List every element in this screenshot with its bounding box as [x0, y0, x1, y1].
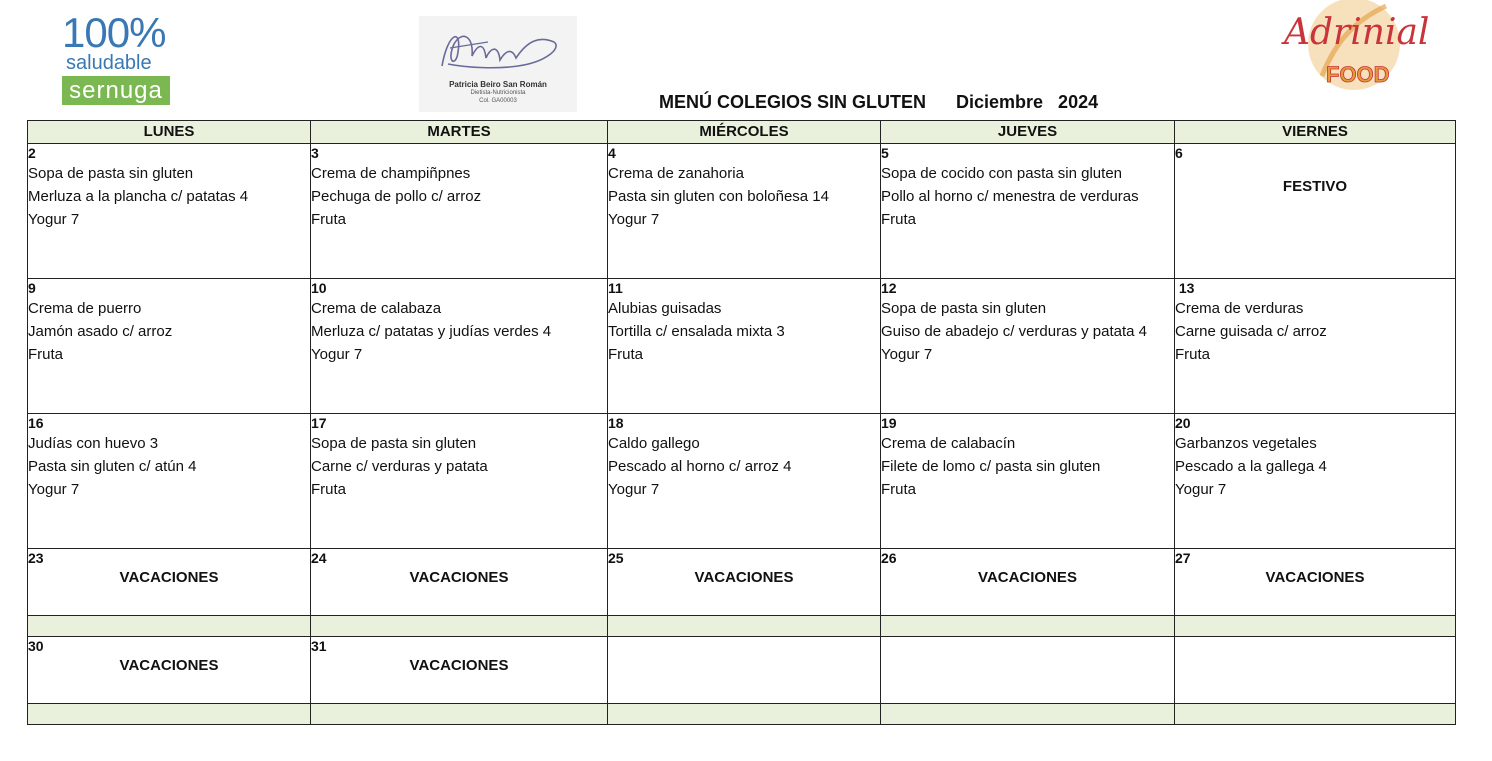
day-cell — [1175, 414, 1456, 549]
day-cell — [881, 144, 1175, 279]
menu-item: Fruta — [1175, 346, 1211, 363]
weekday-header-row — [28, 121, 1456, 144]
logo-brand: sernuga — [62, 76, 170, 105]
menu-item: Yogur 7 — [1175, 481, 1227, 498]
menu-item: Yogur 7 — [28, 481, 80, 498]
menu-item: Crema de calabaza — [311, 300, 442, 317]
menu-item: Judías con huevo 3 — [28, 435, 159, 452]
day-number: 20 — [1175, 415, 1191, 431]
menu-item: Yogur 7 — [28, 211, 80, 228]
spacer-cell — [311, 616, 608, 637]
signature-license: Col. GA00003 — [479, 98, 517, 104]
logo-script-text: Adrinial — [1284, 12, 1430, 53]
menu-item: Pasta sin gluten con boloñesa 14 — [608, 188, 829, 205]
holiday-label: FESTIVO — [1282, 178, 1348, 195]
day-number: 10 — [311, 280, 327, 296]
spacer-row — [28, 704, 1456, 725]
spacer-row — [28, 616, 1456, 637]
week-row — [28, 144, 1456, 279]
logo-food-text: FOOD — [1326, 62, 1390, 87]
menu-item: Fruta — [881, 211, 917, 228]
spacer-cell — [608, 616, 881, 637]
day-number: 17 — [311, 415, 327, 431]
day-number: 31 — [311, 638, 327, 654]
handwritten-signature-icon — [428, 22, 568, 84]
day-number: 6 — [1175, 145, 1183, 161]
spacer-cell — [881, 616, 1175, 637]
vacation-label: VACACIONES — [1265, 569, 1365, 586]
menu-item: Crema de champiñpnes — [311, 165, 471, 182]
vacation-label: VACACIONES — [978, 569, 1077, 586]
menu-item: Alubias guisadas — [608, 300, 722, 317]
day-number: 18 — [608, 415, 624, 431]
day-number: 25 — [608, 550, 624, 566]
spacer-cell — [1175, 704, 1456, 725]
spacer-cell — [881, 704, 1175, 725]
day-number: 26 — [881, 550, 897, 566]
day-number: 12 — [881, 280, 897, 296]
week-row — [28, 637, 1456, 704]
day-cell — [28, 144, 311, 279]
menu-item: Crema de puerro — [28, 300, 142, 317]
day-number: 5 — [881, 145, 889, 161]
menu-item: Pechuga de pollo c/ arroz — [311, 188, 482, 205]
day-cell — [608, 279, 881, 414]
day-cell — [881, 279, 1175, 414]
weekday-header: MARTES — [311, 121, 608, 144]
menu-item: Caldo gallego — [608, 435, 700, 452]
menu-item: Merluza a la plancha c/ patatas 4 — [28, 188, 249, 205]
vacation-label: VACACIONES — [409, 569, 509, 586]
vacation-label: VACACIONES — [119, 657, 219, 674]
vacation-label: VACACIONES — [409, 657, 509, 674]
day-cell — [28, 637, 311, 704]
menu-item: Yogur 7 — [608, 481, 660, 498]
week-row — [28, 279, 1456, 414]
menu-item: Carne c/ verduras y patata — [311, 458, 488, 475]
day-cell — [608, 549, 881, 616]
signature-name: Patricia Beiro San Román — [449, 80, 547, 89]
vacation-label: VACACIONES — [694, 569, 794, 586]
menu-item: Carne guisada c/ arroz — [1175, 323, 1327, 340]
spacer-cell — [1175, 616, 1456, 637]
menu-item: Pollo al horno c/ menestra de verduras — [881, 188, 1139, 205]
day-cell — [881, 549, 1175, 616]
weekday-header: JUEVES — [881, 121, 1175, 144]
menu-item: Sopa de pasta sin gluten — [881, 300, 1047, 317]
day-cell — [28, 414, 311, 549]
signature-role: Dietista-Nutricionista — [470, 90, 526, 96]
day-cell — [1175, 144, 1456, 279]
day-cell — [1175, 549, 1456, 616]
day-cell — [608, 144, 881, 279]
week-row — [28, 549, 1456, 616]
menu-item: Pasta sin gluten c/ atún 4 — [28, 458, 197, 475]
day-cell — [311, 414, 608, 549]
menu-item: Guiso de abadejo c/ verduras y patata 4 — [881, 323, 1148, 340]
menu-item: Sopa de pasta sin gluten — [28, 165, 194, 182]
menu-item: Yogur 7 — [881, 346, 933, 363]
day-cell — [881, 414, 1175, 549]
day-number: 4 — [608, 145, 616, 161]
menu-item: Fruta — [311, 481, 347, 498]
menu-item: Sopa de pasta sin gluten — [311, 435, 477, 452]
day-cell — [28, 279, 311, 414]
sernuga-logo — [62, 9, 174, 112]
logo-percent: 100% — [62, 9, 166, 56]
week-row — [28, 414, 1456, 549]
day-number: 13 — [1175, 280, 1195, 296]
menu-item: Filete de lomo c/ pasta sin gluten — [881, 458, 1101, 475]
day-number: 2 — [28, 145, 36, 161]
adrinial-food-logo — [1266, 0, 1436, 96]
menu-item: Yogur 7 — [311, 346, 363, 363]
logo-tagline: saludable — [66, 52, 152, 74]
weekday-header: VIERNES — [1175, 121, 1456, 144]
spacer-cell — [28, 616, 311, 637]
vacation-label: VACACIONES — [119, 569, 219, 586]
spacer-cell — [28, 704, 311, 725]
menu-item: Fruta — [881, 481, 917, 498]
day-cell — [311, 549, 608, 616]
empty-day-cell — [608, 637, 881, 704]
menu-item: Tortilla c/ ensalada mixta 3 — [608, 323, 785, 340]
menu-item: Sopa de cocido con pasta sin gluten — [881, 165, 1123, 182]
menu-item: Crema de zanahoria — [608, 165, 744, 182]
menu-item: Crema de calabacín — [881, 435, 1016, 452]
day-cell — [311, 144, 608, 279]
day-cell — [28, 549, 311, 616]
page-title: MENÚ COLEGIOS SIN GLUTEN Diciembre 2024 — [659, 92, 1099, 112]
day-cell — [608, 414, 881, 549]
dietitian-signature-stamp — [419, 16, 577, 112]
day-number: 11 — [608, 280, 623, 296]
weekday-header: LUNES — [28, 121, 311, 144]
spacer-cell — [608, 704, 881, 725]
day-number: 27 — [1175, 550, 1191, 566]
menu-item: Pescado al horno c/ arroz 4 — [608, 458, 792, 475]
menu-item: Garbanzos vegetales — [1175, 435, 1317, 452]
menu-item: Crema de verduras — [1175, 300, 1304, 317]
day-number: 23 — [28, 550, 44, 566]
menu-item: Jamón asado c/ arroz — [28, 323, 173, 340]
menu-item: Fruta — [311, 211, 347, 228]
day-number: 16 — [28, 415, 44, 431]
menu-item: Merluza c/ patatas y judías verdes 4 — [311, 323, 552, 340]
spacer-cell — [311, 704, 608, 725]
day-number: 19 — [881, 415, 897, 431]
day-number: 3 — [311, 145, 319, 161]
empty-day-cell — [881, 637, 1175, 704]
day-cell — [311, 637, 608, 704]
empty-day-cell — [1175, 637, 1456, 704]
day-number: 24 — [311, 550, 327, 566]
menu-item: Pescado a la gallega 4 — [1175, 458, 1327, 475]
day-number: 30 — [28, 638, 44, 654]
day-cell — [311, 279, 608, 414]
weekday-header: MIÉRCOLES — [608, 121, 881, 144]
day-cell — [1175, 279, 1456, 414]
day-number: 9 — [28, 280, 36, 296]
menu-item: Yogur 7 — [608, 211, 660, 228]
menu-calendar-table — [27, 120, 1456, 725]
menu-item: Fruta — [608, 346, 644, 363]
menu-item: Fruta — [28, 346, 64, 363]
